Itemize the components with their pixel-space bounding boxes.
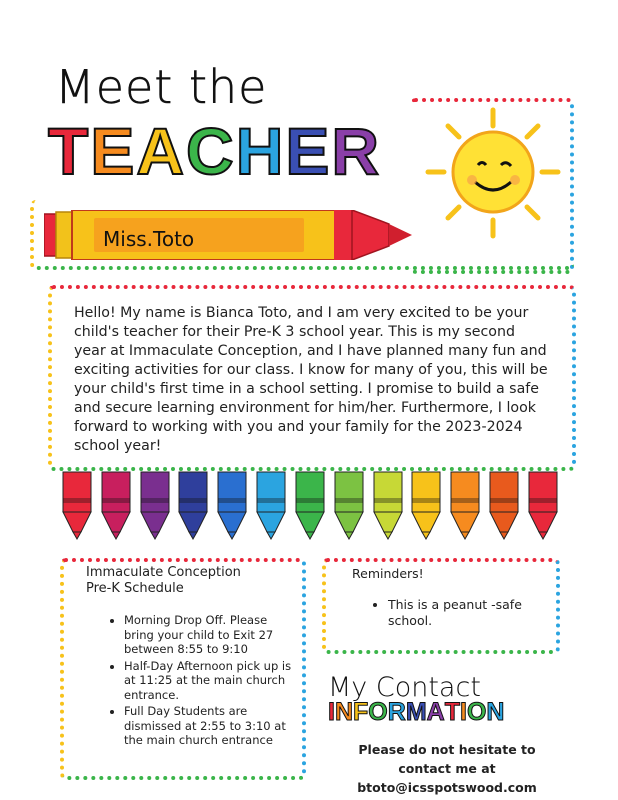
information-letter: O [368, 698, 388, 726]
information-heading [328, 700, 504, 725]
crayon-icon [332, 470, 366, 540]
crayon-graphic [44, 210, 414, 260]
information-letter: N [486, 698, 505, 726]
teacher-letter: R [331, 114, 380, 188]
teacher-letter: E [285, 114, 330, 188]
schedule-item: • Full Day Students are dismissed at 2:55 to 3:10 at the main church entrance [124, 704, 296, 748]
information-letter: N [334, 698, 354, 726]
teacher-letter: T [48, 114, 89, 188]
reminders-title: Reminders! [352, 566, 424, 581]
crayon-icon [409, 470, 443, 540]
crayon-icon [60, 470, 94, 540]
sun-icon [418, 102, 568, 242]
information-letter: A [426, 698, 445, 726]
information-letter: O [466, 698, 487, 726]
information-letter: M [405, 698, 427, 726]
crayon-row [60, 470, 560, 540]
information-letter: R [387, 698, 406, 726]
contact-note [322, 740, 572, 797]
reminder-item: • This is a peanut -safe school. [388, 597, 558, 629]
contact-line1: Please do not hesitate to [358, 742, 536, 757]
crayon-icon [293, 470, 327, 540]
information-letter: F [353, 698, 369, 726]
schedule-item: • Morning Drop Off. Please bring your child to Exit 27 between 8:55 to 9:10 [124, 613, 296, 657]
intro-paragraph: Hello! My name is Bianca Toto, and I am very excited to be your child's teacher for their Pre-K 3 school year. This is my second year at Immaculate Conception, and I have planned many fun and exciting activities for our class. I know for many of you, this will be your child's first time in a school setting. I promise to build a safe and secure learning environment for him/her. Furthermore, I look forward to working with you and your family for the 2023-2024 school year! [74, 305, 548, 454]
schedule-item: • Half-Day Afternoon pick up is at 11:25 at the main church entrance. [124, 659, 296, 703]
meet-the-heading: Meet the [55, 60, 268, 114]
teacher-letter: A [136, 114, 185, 188]
teacher-heading [48, 114, 380, 188]
information-letter: T [444, 698, 460, 726]
contact-line2: contact me at [398, 761, 496, 776]
schedule-title-line2: Pre-K Schedule [86, 581, 184, 596]
crayon-icon [254, 470, 288, 540]
crayon-icon [176, 470, 210, 540]
crayon-icon [448, 470, 482, 540]
teacher-letter: C [186, 114, 234, 188]
schedule-list [104, 613, 296, 750]
crayon-name-label: Miss.Toto [103, 227, 195, 251]
teacher-letter: E [90, 114, 135, 188]
crayon-icon [487, 470, 521, 540]
crayon-icon [99, 470, 133, 540]
crayon-icon [215, 470, 249, 540]
reminders-list [368, 597, 558, 629]
schedule-title-line1: Immaculate Conception [86, 565, 241, 580]
contact-email[interactable]: btoto@icsspotswood.com [357, 780, 537, 795]
teacher-letter: H [235, 114, 284, 188]
my-contact-heading: My Contact [328, 672, 481, 703]
crayon-icon [526, 470, 560, 540]
schedule-title [86, 565, 241, 597]
crayon-icon [371, 470, 405, 540]
information-letter: I [328, 698, 335, 726]
crayon-icon [138, 470, 172, 540]
information-letter: I [459, 698, 467, 726]
